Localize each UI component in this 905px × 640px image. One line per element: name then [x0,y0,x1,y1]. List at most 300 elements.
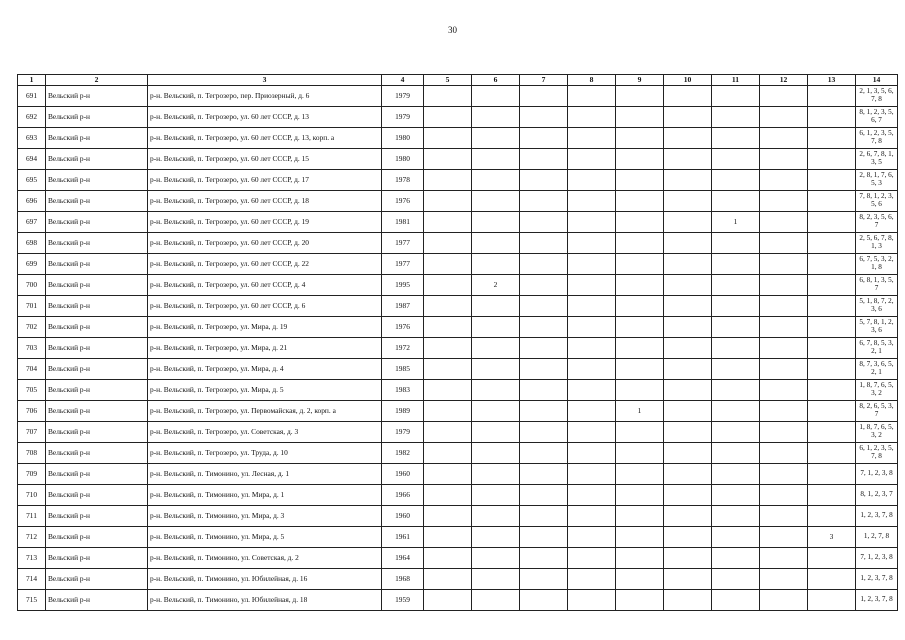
table-cell [568,275,616,296]
table-cell: р-н. Вельский, п. Тимонино, ул. Юбилейная, д. 18 [148,590,382,611]
table-cell [664,233,712,254]
table-cell [568,422,616,443]
table-cell: 701 [18,296,46,317]
table-cell [472,485,520,506]
table-cell: 1968 [382,569,424,590]
table-cell [760,149,808,170]
table-cell [568,527,616,548]
table-cell [616,443,664,464]
table-cell [568,443,616,464]
table-cell [472,170,520,191]
table-cell [520,548,568,569]
table-cell [520,191,568,212]
table-cell [712,485,760,506]
table-cell: 6, 1, 2, 3, 5, 7, 8 [856,128,898,149]
table-cell [760,380,808,401]
table-cell: 1983 [382,380,424,401]
table-cell: Вельский р-н [46,107,148,128]
table-cell [616,317,664,338]
table-cell [424,569,472,590]
table-cell [568,128,616,149]
table-cell: 692 [18,107,46,128]
table-cell [424,212,472,233]
table-row [18,275,898,296]
table-cell [712,359,760,380]
table-cell [616,254,664,275]
table-cell: 1972 [382,338,424,359]
table-cell [568,590,616,611]
table-cell [424,107,472,128]
table-cell [664,296,712,317]
table-cell [808,569,856,590]
table-row [18,191,898,212]
table-cell: 1979 [382,86,424,107]
table-cell [424,590,472,611]
table-cell [760,548,808,569]
table-cell [808,464,856,485]
table-row [18,317,898,338]
column-header: 11 [712,75,760,86]
table-cell: 6, 7, 5, 3, 2, 1, 8 [856,254,898,275]
table-cell [568,401,616,422]
table-cell: 1976 [382,191,424,212]
table-row [18,401,898,422]
table-cell: р-н. Вельский, п. Тегрозеро, ул. Мира, д. 21 [148,338,382,359]
table-cell: Вельский р-н [46,485,148,506]
table-cell [472,380,520,401]
table-cell [568,338,616,359]
table-cell: р-н. Вельский, п. Тегрозеро, ул. Мира, д. 19 [148,317,382,338]
table-cell: р-н. Вельский, п. Тегрозеро, ул. Советская, д. 3 [148,422,382,443]
table-cell: 1 [712,212,760,233]
table-cell: Вельский р-н [46,380,148,401]
table-cell [808,191,856,212]
table-cell [472,464,520,485]
table-cell [520,212,568,233]
table-cell: Вельский р-н [46,422,148,443]
table-cell [712,401,760,422]
table-cell [664,527,712,548]
column-header: 2 [46,75,148,86]
table-cell: 7, 1, 2, 3, 8 [856,464,898,485]
table-cell [808,359,856,380]
table-cell [568,485,616,506]
table-cell [760,464,808,485]
table-cell: 5, 7, 8, 1, 2, 3, 6 [856,317,898,338]
table-cell: 7, 1, 2, 3, 8 [856,548,898,569]
table-cell: Вельский р-н [46,128,148,149]
table-cell [424,86,472,107]
table-cell: 1980 [382,128,424,149]
table-row [18,485,898,506]
table-cell [760,191,808,212]
table-cell [616,170,664,191]
table-cell [616,296,664,317]
table-cell [664,569,712,590]
table-cell [712,422,760,443]
table-cell: Вельский р-н [46,464,148,485]
table-cell: Вельский р-н [46,191,148,212]
table-cell: р-н. Вельский, п. Тегрозеро, пер. Приозерный, д. 6 [148,86,382,107]
table-cell: 1, 8, 7, 6, 5, 3, 2 [856,422,898,443]
table-cell [760,338,808,359]
table-cell [520,527,568,548]
column-header: 4 [382,75,424,86]
table-cell [760,233,808,254]
table-cell: 1987 [382,296,424,317]
table-cell: 691 [18,86,46,107]
column-header: 6 [472,75,520,86]
table-cell [808,506,856,527]
table-cell [472,317,520,338]
table-cell [712,149,760,170]
table-cell: 1976 [382,317,424,338]
table-cell: р-н. Вельский, п. Тегрозеро, ул. 60 лет СССР, д. 22 [148,254,382,275]
table-cell [472,548,520,569]
table-cell: 1966 [382,485,424,506]
table-cell [424,275,472,296]
table-cell [616,506,664,527]
table-cell [712,338,760,359]
table-cell [808,128,856,149]
table-cell [808,86,856,107]
table-row [18,233,898,254]
table-cell [664,107,712,128]
table-cell: р-н. Вельский, п. Тегрозеро, ул. 60 лет СССР, д. 4 [148,275,382,296]
table-row [18,170,898,191]
table-cell [568,254,616,275]
table-cell [424,191,472,212]
table-cell: Вельский р-н [46,359,148,380]
table-cell [712,380,760,401]
table-cell: 708 [18,443,46,464]
table-cell [568,86,616,107]
table-cell [760,275,808,296]
table-row [18,464,898,485]
table-cell [424,128,472,149]
table-cell: 1977 [382,254,424,275]
table-cell: 1961 [382,527,424,548]
table-cell [424,527,472,548]
table-cell [520,317,568,338]
table-cell [664,170,712,191]
table-cell [760,443,808,464]
table-cell: 1960 [382,464,424,485]
table-cell [664,380,712,401]
table-cell [712,191,760,212]
table-cell: 6, 1, 2, 3, 5, 7, 8 [856,443,898,464]
table-cell [520,233,568,254]
table-cell [616,359,664,380]
table-cell: 1964 [382,548,424,569]
table-cell [520,254,568,275]
table-cell: 702 [18,317,46,338]
table-cell: Вельский р-н [46,275,148,296]
table-cell: 709 [18,464,46,485]
table-row [18,86,898,107]
table-cell [808,296,856,317]
table-cell [712,443,760,464]
table-cell: Вельский р-н [46,569,148,590]
table-cell [424,443,472,464]
table-cell: 1989 [382,401,424,422]
table-cell [760,212,808,233]
table-body [18,86,898,611]
table-cell: 698 [18,233,46,254]
table-cell [520,443,568,464]
table-cell: 1985 [382,359,424,380]
table-cell [520,590,568,611]
table-cell [520,380,568,401]
table-cell [664,338,712,359]
table-cell: 8, 2, 3, 5, 6, 7 [856,212,898,233]
table-cell: р-н. Вельский, п. Тегрозеро, ул. 60 лет СССР, д. 6 [148,296,382,317]
table-cell [712,275,760,296]
table-cell [808,233,856,254]
table-row [18,128,898,149]
table-cell [760,254,808,275]
table-cell [808,590,856,611]
table-cell [472,359,520,380]
table-cell [616,569,664,590]
table-cell: р-н. Вельский, п. Тегрозеро, ул. 60 лет СССР, д. 17 [148,170,382,191]
table-cell [520,107,568,128]
table-cell [712,86,760,107]
table-cell: 1995 [382,275,424,296]
table-cell [808,254,856,275]
table-cell [472,212,520,233]
table-cell: 2, 8, 1, 7, 6, 5, 3 [856,170,898,191]
table-cell: 1980 [382,149,424,170]
table-cell [520,86,568,107]
table-cell [760,107,808,128]
table-cell [712,254,760,275]
table-cell: 696 [18,191,46,212]
table-cell [712,296,760,317]
table-cell: Вельский р-н [46,296,148,317]
table-cell [664,464,712,485]
table-cell [664,485,712,506]
table-cell: р-н. Вельский, п. Тимонино, ул. Мира, д. 3 [148,506,382,527]
table-cell [424,254,472,275]
table-cell: 1981 [382,212,424,233]
table-row [18,254,898,275]
table-cell [664,275,712,296]
table-cell [520,359,568,380]
table-cell [616,275,664,296]
table-cell: р-н. Вельский, п. Тимонино, ул. Советская, д. 2 [148,548,382,569]
table-row [18,212,898,233]
table-cell [520,506,568,527]
column-header: 7 [520,75,568,86]
table-cell [664,191,712,212]
table-cell [472,191,520,212]
table-cell [664,443,712,464]
table-cell [664,401,712,422]
table-cell [568,548,616,569]
table-cell: 707 [18,422,46,443]
table-cell [808,548,856,569]
table-cell [472,527,520,548]
table-row [18,527,898,548]
table-cell: Вельский р-н [46,338,148,359]
table-cell [568,191,616,212]
table-cell [472,443,520,464]
table-cell [760,527,808,548]
table-cell [472,338,520,359]
table-cell: Вельский р-н [46,170,148,191]
table-cell [616,548,664,569]
table-cell: Вельский р-н [46,86,148,107]
table-cell [760,485,808,506]
table-cell: 1 [616,401,664,422]
table-cell: 699 [18,254,46,275]
table-cell: 5, 1, 8, 7, 2, 3, 6 [856,296,898,317]
table-cell [568,380,616,401]
table-cell [712,590,760,611]
table-cell [424,149,472,170]
table-cell: 1, 2, 3, 7, 8 [856,506,898,527]
table-cell: 715 [18,590,46,611]
table-cell [520,170,568,191]
table-cell: Вельский р-н [46,443,148,464]
table-row [18,506,898,527]
table-cell: 693 [18,128,46,149]
table-cell [616,128,664,149]
table-cell [616,527,664,548]
table-cell: Вельский р-н [46,401,148,422]
table-cell [808,485,856,506]
table-cell [760,170,808,191]
table-cell [568,506,616,527]
table-cell [664,212,712,233]
table-cell: 8, 7, 3, 6, 5, 2, 1 [856,359,898,380]
table-cell [568,149,616,170]
table-row [18,149,898,170]
table-cell: 1978 [382,170,424,191]
table-cell: р-н. Вельский, п. Тегрозеро, ул. 60 лет СССР, д. 15 [148,149,382,170]
table-cell: 8, 1, 2, 3, 7 [856,485,898,506]
table-cell: 694 [18,149,46,170]
table-cell: 1979 [382,107,424,128]
table-cell: р-н. Вельский, п. Тегрозеро, ул. 60 лет СССР, д. 19 [148,212,382,233]
table-cell: Вельский р-н [46,548,148,569]
table-cell [760,359,808,380]
table-cell [424,401,472,422]
table-cell: Вельский р-н [46,527,148,548]
table-cell: р-н. Вельский, п. Тимонино, ул. Лесная, д. 1 [148,464,382,485]
table-row [18,338,898,359]
table-cell [808,170,856,191]
table-cell [616,590,664,611]
table-cell [664,422,712,443]
table-cell [472,569,520,590]
table-cell [712,569,760,590]
table-cell [760,317,808,338]
column-header: 14 [856,75,898,86]
table-cell [664,590,712,611]
table-cell [472,590,520,611]
table-cell: 8, 2, 6, 5, 3, 7 [856,401,898,422]
table-cell [712,233,760,254]
table-cell [760,506,808,527]
table-cell: 6, 8, 1, 3, 5, 7 [856,275,898,296]
table-cell: Вельский р-н [46,317,148,338]
table-cell [472,422,520,443]
table-cell: 2, 6, 7, 8, 1, 3, 5 [856,149,898,170]
table-cell [712,464,760,485]
table-cell [760,422,808,443]
table-cell [568,569,616,590]
table-cell: 1, 2, 7, 8 [856,527,898,548]
table-cell [664,359,712,380]
table-cell [808,380,856,401]
table-cell [472,233,520,254]
table-cell [760,569,808,590]
table-cell: Вельский р-н [46,149,148,170]
table-cell: 8, 1, 2, 3, 5, 6, 7 [856,107,898,128]
table-cell: р-н. Вельский, п. Тегрозеро, ул. 60 лет СССР, д. 20 [148,233,382,254]
table-cell: р-н. Вельский, п. Тегрозеро, ул. Труда, д. 10 [148,443,382,464]
column-header: 10 [664,75,712,86]
table-cell [472,107,520,128]
table-cell [616,338,664,359]
table-row [18,359,898,380]
table-cell [808,443,856,464]
table-cell: 713 [18,548,46,569]
header-row [18,75,898,86]
table-cell: 1959 [382,590,424,611]
column-header: 12 [760,75,808,86]
table-cell [568,464,616,485]
table-cell [616,212,664,233]
table-cell: р-н. Вельский, п. Тимонино, ул. Мира, д. 1 [148,485,382,506]
table-cell [520,422,568,443]
table-cell: р-н. Вельский, п. Тимонино, ул. Мира, д. 5 [148,527,382,548]
table-cell [760,590,808,611]
table-cell [664,86,712,107]
table-cell [568,359,616,380]
table-cell [568,170,616,191]
table-cell [520,464,568,485]
table-cell: 714 [18,569,46,590]
table-cell [520,338,568,359]
table-cell [424,506,472,527]
table-cell [520,149,568,170]
table-cell [664,548,712,569]
table-row [18,590,898,611]
table-row [18,296,898,317]
table-cell [472,149,520,170]
table-cell: р-н. Вельский, п. Тимонино, ул. Юбилейная, д. 16 [148,569,382,590]
table-cell [520,296,568,317]
table-cell [520,569,568,590]
table-cell [808,275,856,296]
table-cell: 697 [18,212,46,233]
table-cell [520,275,568,296]
table-cell: 704 [18,359,46,380]
table-cell: 706 [18,401,46,422]
table-row [18,569,898,590]
table-cell: р-н. Вельский, п. Тегрозеро, ул. Мира, д. 4 [148,359,382,380]
table-cell [808,401,856,422]
column-header: 1 [18,75,46,86]
table-cell: 6, 7, 8, 5, 3, 2, 1 [856,338,898,359]
table-cell: 695 [18,170,46,191]
table-cell [424,485,472,506]
table-cell [472,86,520,107]
table-cell: 1979 [382,422,424,443]
